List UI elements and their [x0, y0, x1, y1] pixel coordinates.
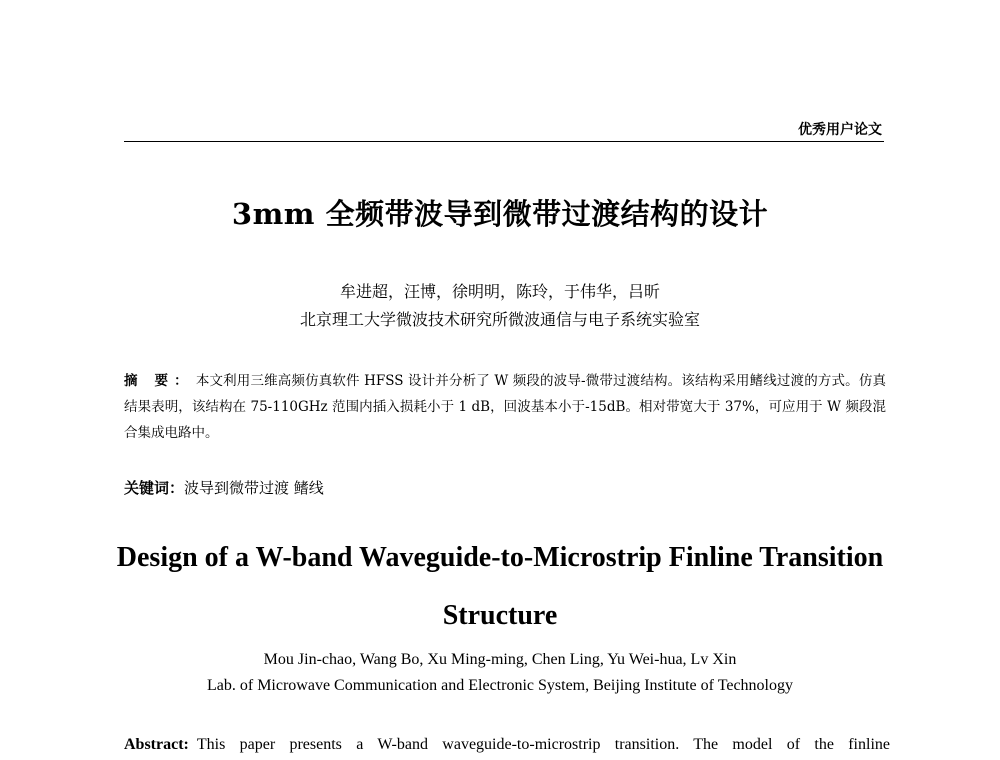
- abstract-en-text: This paper presents a W-band waveguide-to-microstrip transition. The model of the finline: [196, 736, 890, 753]
- abstract-en: [124, 736, 890, 754]
- header-rule: [124, 141, 884, 142]
- authors-cn: 牟进超，汪博，徐明明，陈玲，于伟华，吕昕: [339, 282, 660, 301]
- abstract-cn: [124, 368, 886, 446]
- authors-en: Mou Jin-chao, Wang Bo, Xu Ming-ming, Chen Ling, Yu Wei-hua, Lv Xin: [263, 651, 737, 668]
- keywords-cn-text: 波导到微带过渡 鳍线: [184, 479, 324, 497]
- abstract-cn-label: 摘 要：: [124, 373, 194, 389]
- paper-title-cn: 3mm 全频带波导到微带过渡结构的设计: [231, 197, 769, 231]
- header-category-tag: 优秀用户论文: [798, 122, 882, 138]
- paper-title-en-line2: Structure: [442, 600, 558, 631]
- affiliation-cn: 北京理工大学微波技术研究所微波通信与电子系统实验室: [299, 310, 700, 329]
- abstract-en-label: Abstract:: [124, 736, 189, 753]
- paper-title-en-line1: Design of a W-band Waveguide-to-Microstrip Finline Transition: [116, 542, 884, 573]
- keywords-cn: [124, 477, 324, 498]
- affiliation-en: Lab. of Microwave Communication and Electronic System, Beijing Institute of Technology: [206, 677, 793, 694]
- keywords-cn-label: 关键词：: [124, 479, 185, 497]
- abstract-cn-text: 本文利用三维高频仿真软件 HFSS 设计并分析了 W 频段的波导-微带过渡结构。该结构采用鳍线过渡的方式。仿真结果表明，该结构在 75-110GHz 范围内插入损耗小于 1 dB，回波基本小于-15dB。相对带宽大于 37%，可应用于 W 频段混合集成电路中。: [124, 373, 886, 441]
